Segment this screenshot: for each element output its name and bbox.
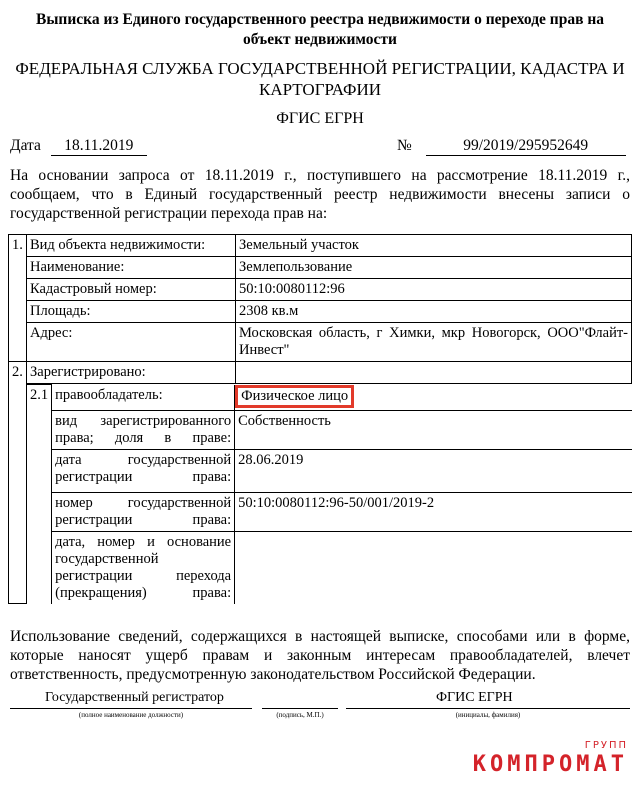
table-row [27,385,632,411]
signature-position: Государственный регистратор [45,690,224,705]
table-row [27,449,632,492]
table-row [9,362,632,384]
field-label: дата государственной регистрации права: [52,449,235,492]
intro-paragraph: На основании запроса от 18.11.2019 г., поступившего на рассмотрение 18.11.2019 г., сообщаем, что в Единый государственный реестр недвижимости внесены записи о государственной регистрации перехода прав на: [10,167,630,222]
field-label: Кадастровый номер: [27,279,236,301]
field-value: Земельный участок [236,235,632,257]
watermark-logo [472,740,628,777]
caption-name: (инициалы, фамилия) [455,711,521,719]
signature-line-position [10,708,252,709]
watermark-main: КОМПРОМАТ [472,752,628,777]
table-row [9,323,632,362]
date-label: Дата [10,137,41,154]
number-label: № [397,137,412,154]
field-value: Землепользование [236,257,632,279]
signature-line-sign [262,708,338,709]
date-value: 18.11.2019 [51,137,147,156]
date-row [10,137,147,156]
field-value: 50:10:0080112:96-50/001/2019-2 [235,492,632,531]
field-label: Зарегистрировано: [27,362,236,384]
document-title: Выписка из Единого государственного реестра недвижимости о переходе прав на объект недвижимости [35,11,605,48]
table-row [27,492,632,531]
table-row [27,410,632,449]
field-label: Наименование: [27,257,236,279]
caption-position: (полное наименование должности) [78,711,184,719]
field-label: дата, номер и основание государственной регистрации перехода (прекращения) права: [52,531,235,604]
subsection-table [27,384,632,604]
table-row [9,257,632,279]
signature-line-name [346,708,630,709]
subsection-container [27,384,632,604]
field-label: Вид объекта недвижимости: [27,235,236,257]
field-value [235,531,632,604]
agency-name: ФЕДЕРАЛЬНАЯ СЛУЖБА ГОСУДАРСТВЕННОЙ РЕГИСТРАЦИИ, КАДАСТРА И КАРТОГРАФИИ [15,59,625,99]
field-value: 28.06.2019 [235,449,632,492]
number-value: 99/2019/295952649 [426,137,626,156]
field-label: номер государственной регистрации права: [52,492,235,531]
watermark-sup: ГРУПП [584,740,628,751]
number-row [397,137,626,156]
section-number: 1. [9,235,27,362]
subsection-number: 2.1 [27,385,52,604]
caption-sign: (подпись, М.П.) [276,711,324,719]
table-row [9,384,632,604]
highlighted-owner: Физическое лицо [235,385,354,408]
field-label: Площадь: [27,301,236,323]
footer-notice: Использование сведений, содержащихся в настоящей выписке, способами или в форме, которые наносят ущерб правам и законным интересам правообладателей, влечет ответственность, предусмотренную законодательством Российской Федерации. [10,628,630,683]
field-value: 2308 кв.м [236,301,632,323]
field-label: вид зарегистрированного права; доля в праве: [52,410,235,449]
table-row [27,531,632,604]
registry-table [8,234,632,604]
field-value-empty [236,362,632,384]
field-value: Московская область, г Химки, мкр Новогорск, ООО"Флайт-Инвест" [236,323,632,362]
field-value [235,385,632,411]
field-value: 50:10:0080112:96 [236,279,632,301]
field-label: правообладатель: [52,385,235,411]
signature-name: ФГИС ЕГРН [436,690,513,705]
table-row [9,279,632,301]
table-row [9,235,632,257]
section-number: 2. [9,362,27,604]
system-name: ФГИС ЕГРН [276,110,364,127]
field-value: Собственность [235,410,632,449]
field-label: Адрес: [27,323,236,362]
table-row [9,301,632,323]
